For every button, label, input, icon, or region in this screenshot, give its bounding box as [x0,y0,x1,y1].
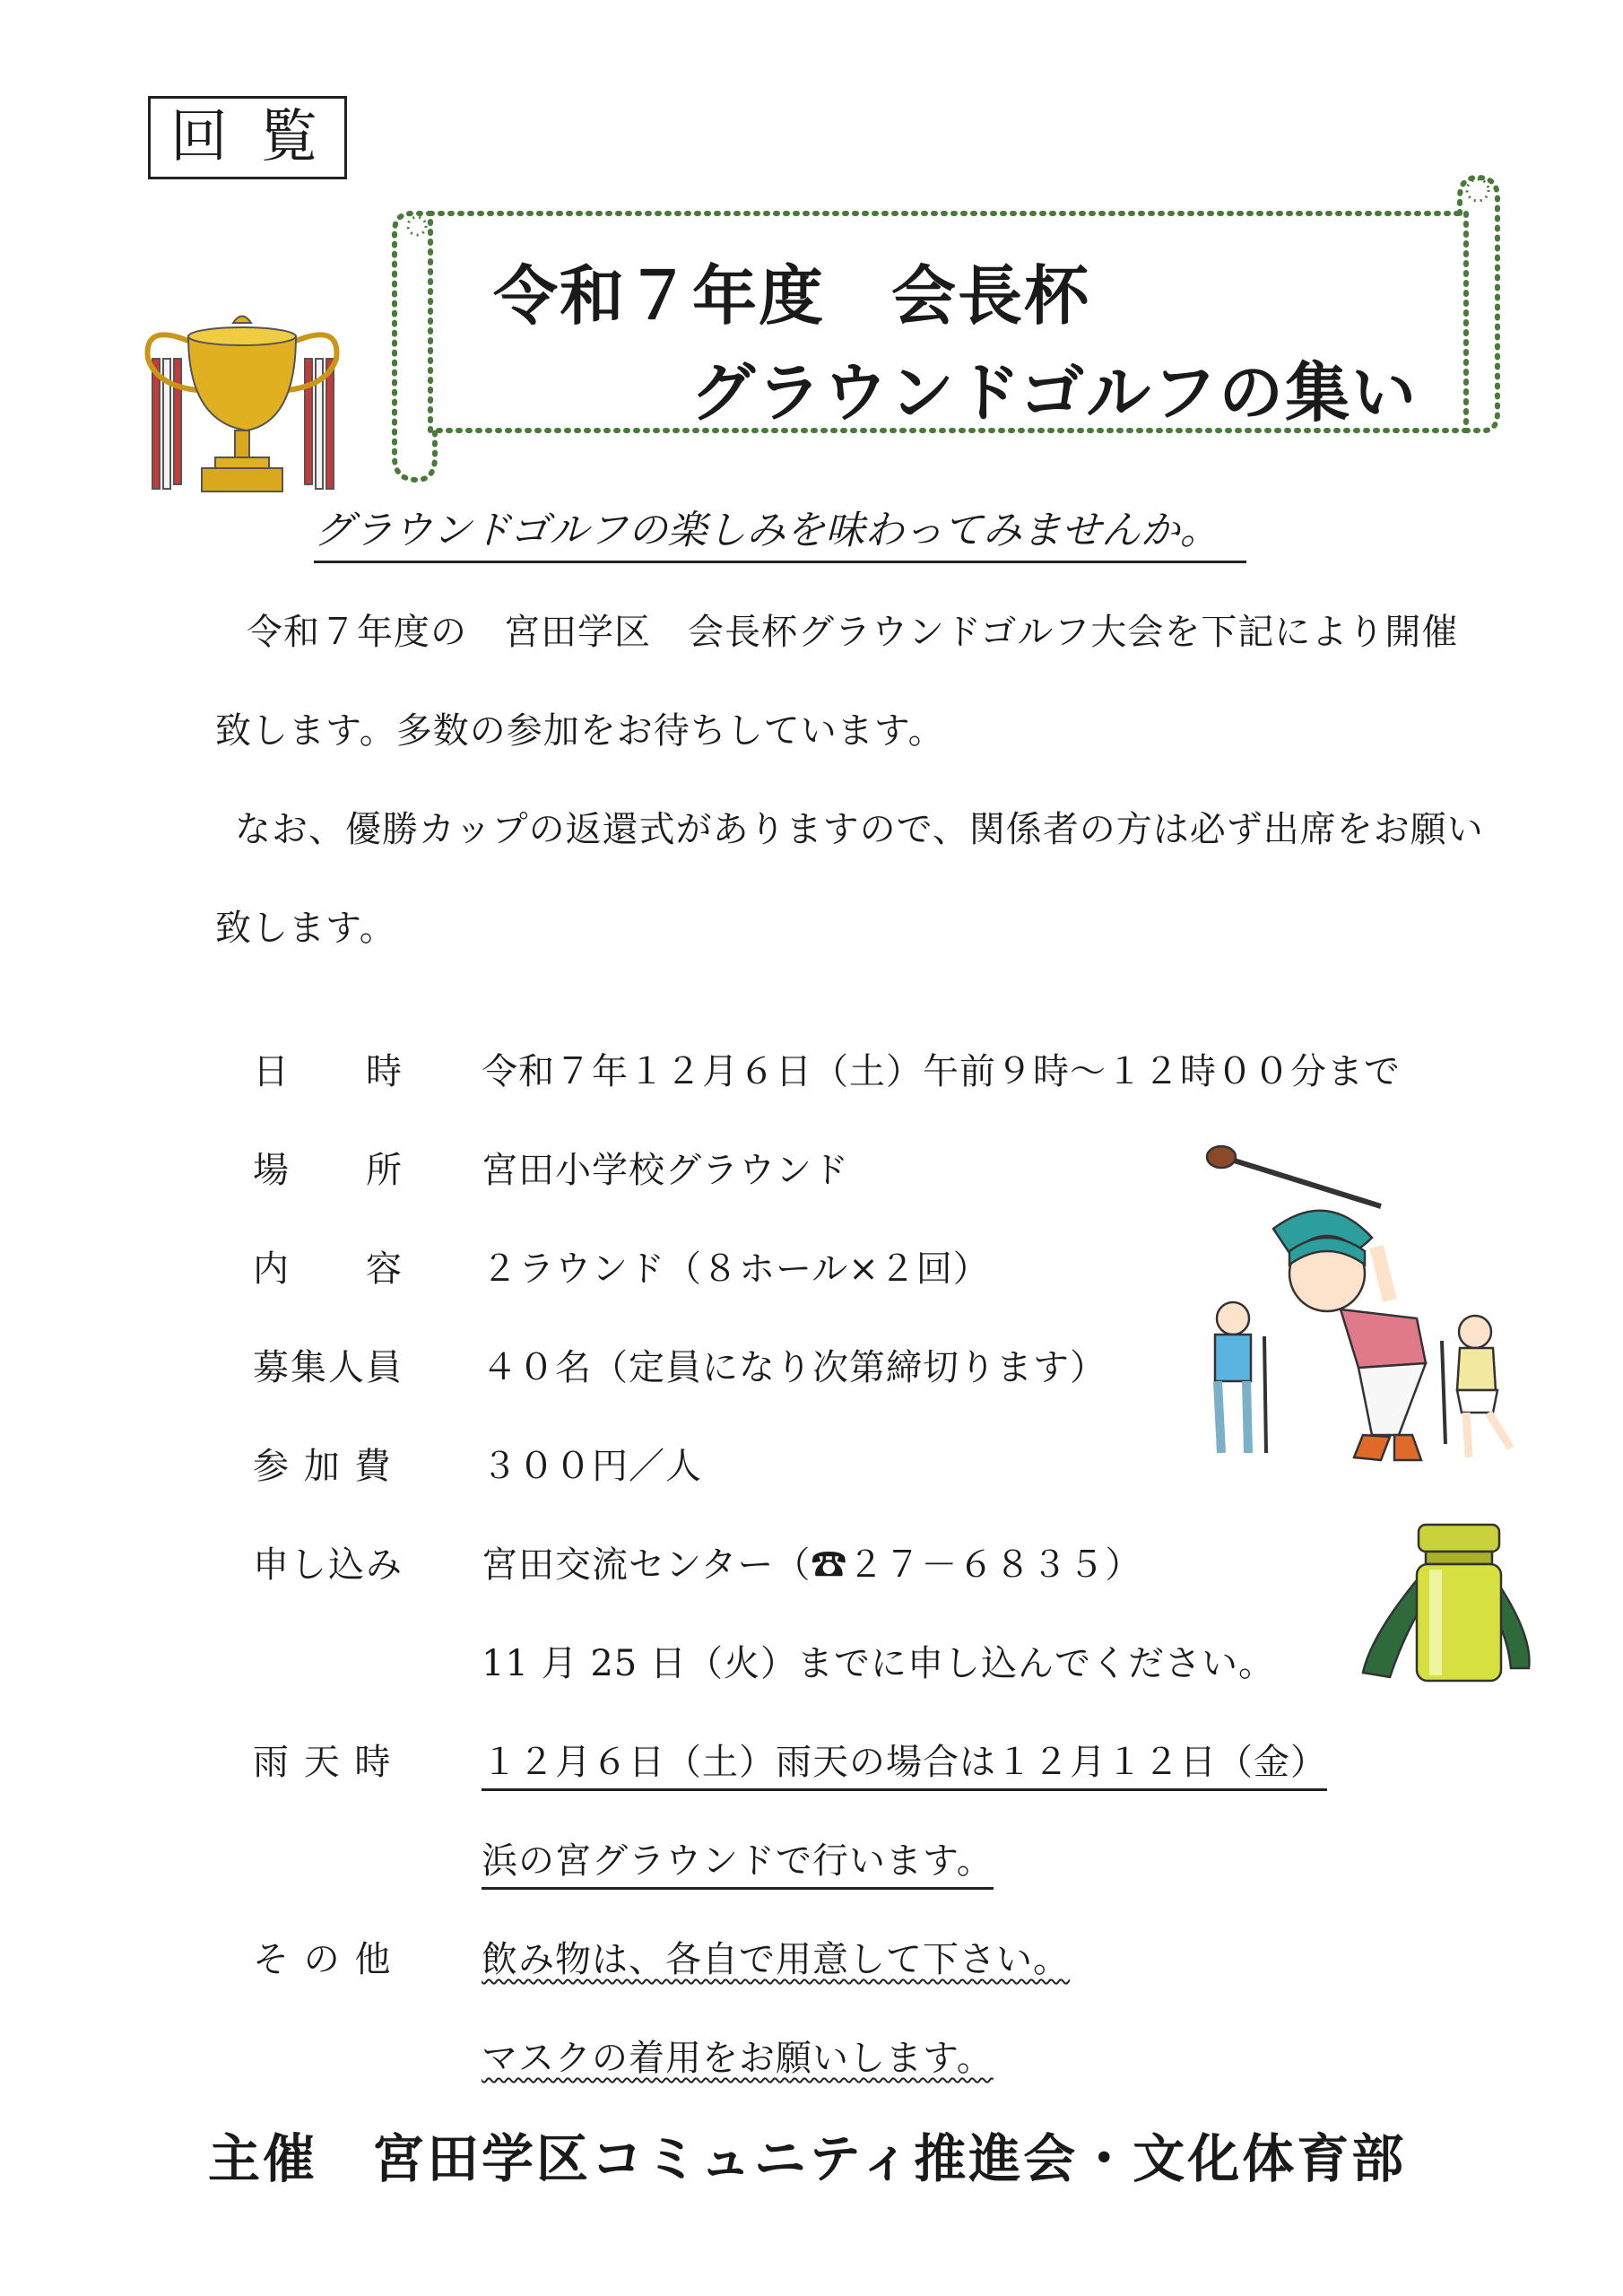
circulation-stamp: 回 覧 [148,96,347,179]
content-value: ２ラウンド（８ホール×２回） [482,1248,990,1290]
fee-value: ３００円／人 [482,1446,702,1487]
intro-line-3: なお、優勝カップの返還式がありますので、関係者の方は必ず出席をお願い [235,809,1484,850]
page-title-line2: グラウンドゴルフの集い [690,354,1419,430]
apply-deadline: 11 月 25 日（火）までに申し込んでください。 [482,1643,1275,1684]
rain-value: １２月６日（土）雨天の場合は１２月１２日（金） [482,1734,1327,1791]
rain-label: 雨 天 時 [253,1742,393,1783]
intro-line-2: 致します。多数の参加をお待ちしています。 [215,710,945,752]
capacity-value: ４０名（定員になり次第締切ります） [482,1347,1107,1388]
apply-label: 申し込み [253,1544,404,1586]
organizer-footer: 主催 宮田学区コミュニティ推進会・文化体育部 [208,2128,1407,2189]
intro-line-4: 致します。 [215,908,396,949]
other-label: そ の 他 [253,1939,393,1980]
rain-venue: 浜の宮グラウンドで行います。 [482,1832,994,1890]
intro-line-1: 令和７年度の 宮田学区 会長杯グラウンドゴルフ大会を下記により開催 [247,612,1459,653]
apply-value: 宮田交流センター（☎２７－６８３５） [482,1544,1142,1586]
page-title-line1: 令和７年度 会長杯 [493,257,1091,334]
place-value: 宮田小学校グラウンド [482,1150,849,1191]
datetime-value: 令和７年１２月６日（土）午前９時～１２時００分まで [482,1051,1401,1092]
other-drinks: 飲み物は、各自で用意して下さい。 [482,1939,1070,1980]
trophy-illustration [135,305,359,502]
content-label: 内 容 [253,1248,404,1290]
subheading: グラウンドゴルフの楽しみを味わってみませんか。 [314,498,1246,563]
golfers-illustration [1202,1139,1533,1480]
place-label: 場 所 [253,1150,404,1191]
capacity-label: 募集人員 [253,1347,404,1388]
other-mask: マスクの着用をお願いします。 [482,2038,994,2079]
fee-label: 参 加 費 [253,1446,393,1487]
bottle-illustration [1354,1516,1542,1695]
datetime-label: 日 時 [253,1051,404,1092]
